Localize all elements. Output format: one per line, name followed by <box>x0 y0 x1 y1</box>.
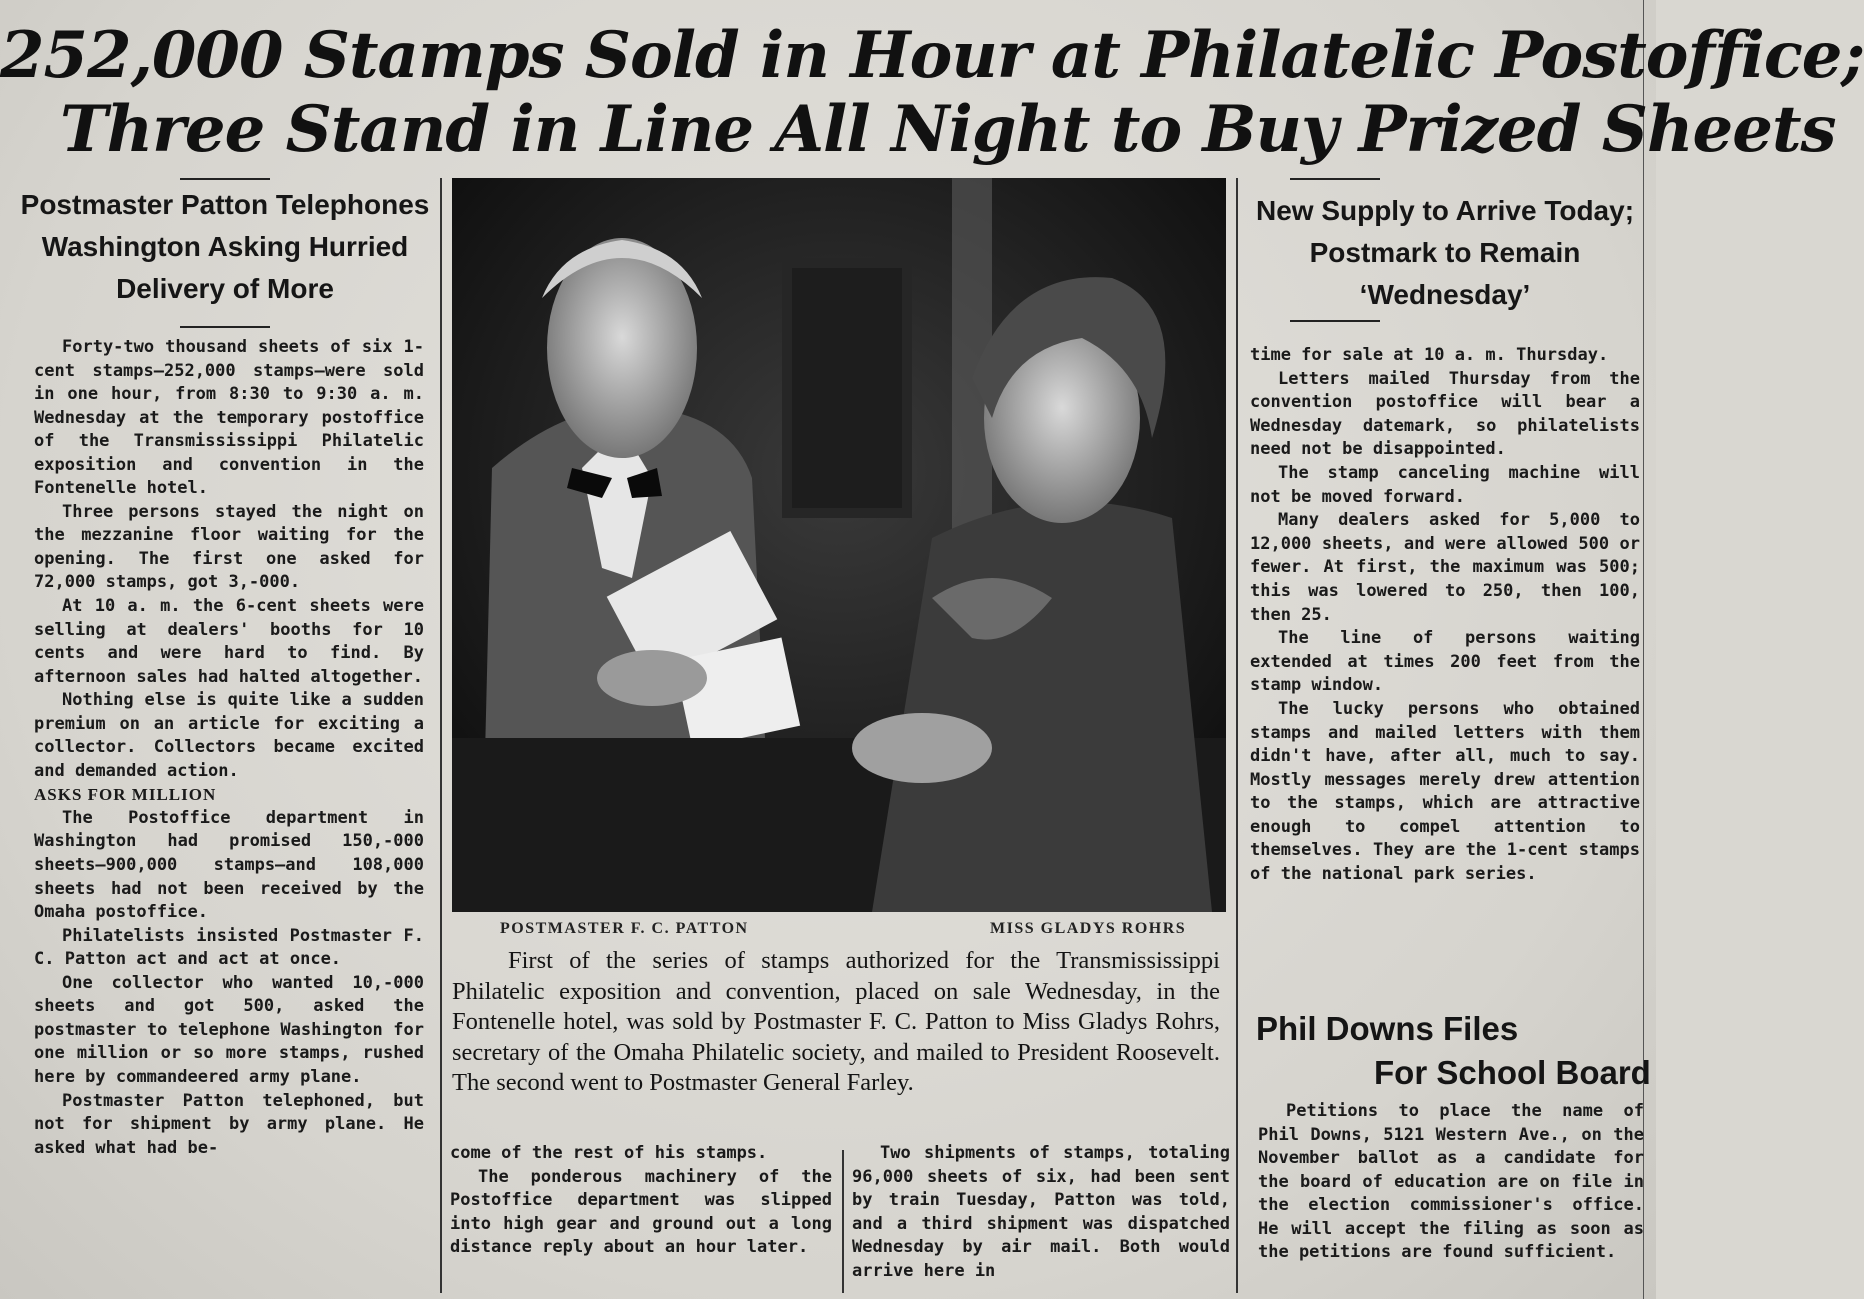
rule-right-deck <box>1290 178 1380 180</box>
middle-column-2 <box>852 1142 1230 1283</box>
paragraph: The line of persons waiting extended at times 200 feet from the stamp window. <box>1250 628 1640 696</box>
middle-column-1 <box>450 1142 832 1260</box>
left-column <box>34 336 424 1160</box>
paragraph: Postmaster Patton telephoned, but not for shipment by army plane. He asked what had be- <box>34 1090 424 1158</box>
rule-left-deck-bottom <box>180 326 270 328</box>
paragraph: Petitions to place the name of Phil Downs, 5121 Western Ave., on the November ballot as a candidate for the board of education are on file in the election commissioner's office. He will accept the filing as soon as the petitions are found sufficient. <box>1258 1101 1644 1262</box>
headline-line-2: Three Stand in Line All Night to Buy Prized Sheets <box>60 92 1836 167</box>
paragraph: Letters mailed Thursday from the convention postoffice will bear a Wednesday datemark, so philatelists need not be disappointed. <box>1250 368 1640 460</box>
column-rule-3 <box>842 1150 844 1293</box>
rule-right-deck-bottom <box>1290 320 1380 322</box>
right-deck-line: Postmark to Remain <box>1309 237 1581 268</box>
second-story-body <box>1258 1100 1644 1265</box>
left-deck <box>20 184 430 310</box>
column-rule-2 <box>1236 178 1238 1293</box>
paragraph: The lucky persons who obtained stamps and mailed letters with them didn't have, after all, much to say. Mostly messages merely drew attention to the stamps, which are attractive enough to compel attention to themselves. They are the 1-cent stamps of the national park series. <box>1250 698 1640 885</box>
second-story-head-line-2: For School Board <box>1374 1054 1651 1091</box>
paragraph: come of the rest of his stamps. <box>450 1143 768 1163</box>
news-photo <box>452 178 1226 912</box>
photo-caption <box>452 946 1220 1099</box>
caption-text: First of the series of stamps authorized for the Transmississippi Philatelic exposition and convention, placed on sale Wednesday, in the Fontenelle hotel, was sold by Postmaster F. C. Patton to Miss Gladys Rohrs, secretary of the Omaha Philatelic society, and mailed to President Roosevelt. The second went to Postmaster General Farley. <box>452 947 1220 1096</box>
subhead: ASKS FOR MILLION <box>34 785 217 805</box>
paragraph: Nothing else is quite like a sudden premium on an article for exciting a collector. Collectors became excited and demanded action. <box>34 690 424 781</box>
paragraph: Two shipments of stamps, totaling 96,000 sheets of six, had been sent by train Tuesday, Patton was told, and a third shipment was dispatched Wednesday by air mail. Both would arrive here in <box>852 1143 1230 1281</box>
paragraph: At 10 a. m. the 6-cent sheets were selling at dealers' booths for 10 cents and were hard to find. By afternoon sales had halted altogether. <box>34 596 424 687</box>
paragraph: Many dealers asked for 5,000 to 12,000 sheets, and were allowed 500 or fewer. At first, the maximum was 500; this was lowered to 250, then 100, then 25. <box>1250 510 1640 625</box>
left-deck-line: Delivery of More <box>116 273 334 304</box>
paragraph: The Postoffice department in Washington had promised 150,-000 sheets—900,000 stamps—and 108,000 sheets had not been received by the Omaha postoffice. <box>34 807 424 923</box>
photo-caption-right-name: MISS GLADYS ROHRS <box>990 920 1187 937</box>
paragraph: One collector who wanted 10,-000 sheets and got 500, asked the postmaster to telephone Washington for one million or so more stamps, rushed here by commandeered army plane. <box>34 972 424 1087</box>
right-column <box>1250 344 1640 887</box>
right-deck <box>1240 190 1650 316</box>
right-deck-line: New Supply to Arrive Today; <box>1255 195 1635 226</box>
rule-left-deck <box>180 178 270 180</box>
column-rule-1 <box>440 178 442 1293</box>
second-story-head-line-1: Phil Downs Files <box>1256 1010 1519 1047</box>
paragraph: Three persons stayed the night on the mezzanine floor waiting for the opening. The first one asked for 72,000 stamps, got 3,-000. <box>34 501 424 593</box>
photo-caption-left-name: POSTMASTER F. C. PATTON <box>500 920 749 937</box>
paragraph: The stamp canceling machine will not be moved forward. <box>1250 462 1640 507</box>
left-deck-line: Postmaster Patton Telephones <box>20 189 430 220</box>
photo-illustration <box>452 178 1226 912</box>
headline-line-1: 252,000 Stamps Sold in Hour at Philatelic Postoffice; <box>0 18 1864 93</box>
paragraph: time for sale at 10 a. m. Thursday. <box>1250 345 1609 365</box>
right-deck-line: ‘Wednesday’ <box>1359 279 1531 310</box>
left-deck-line: Washington Asking Hurried <box>41 231 409 262</box>
paragraph: Forty-two thousand sheets of six 1-cent stamps—252,000 stamps—were sold in one hour, from 8:30 to 9:30 a. m. Wednesday at the temporary postoffice of the Transmississippi Philatelic exposition and convention in the Fontenelle hotel. <box>34 337 424 499</box>
paragraph: The ponderous machinery of the Postoffice department was slipped into high gear and ground out a long distance reply about an hour later. <box>450 1166 832 1257</box>
paragraph: Philatelists insisted Postmaster F. C. Patton act and act at once. <box>34 925 424 970</box>
